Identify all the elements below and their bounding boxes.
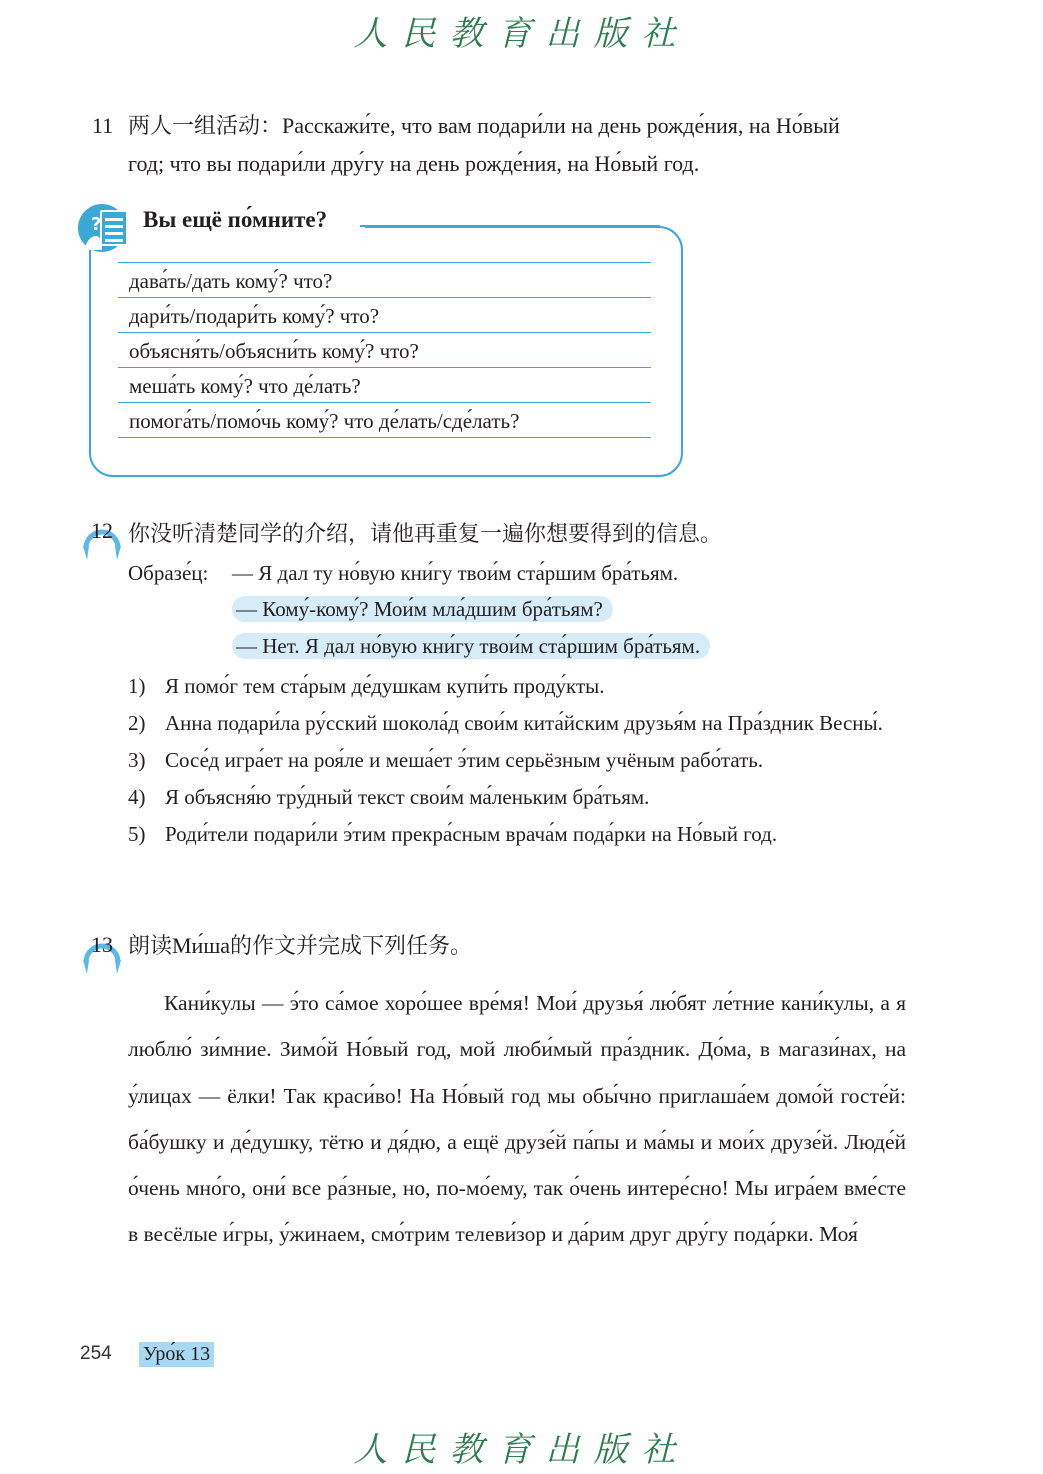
page-number: 254 [80, 1343, 112, 1364]
item-number: 5) [128, 822, 146, 846]
sample-line-text: — Кому́-кому́? Мои́м мла́дшим бра́тьям? [232, 596, 613, 622]
item-text: Я помо́г тем ста́рым де́душкам купи́ть проду́кты. [165, 674, 605, 698]
title-rule [360, 224, 660, 230]
exercise-number: 12 [91, 518, 113, 543]
exercise-11 [92, 107, 912, 183]
svg-text:?: ? [91, 214, 102, 235]
item-text: Роди́тели подари́ли э́тим прекра́сным врача́м пода́рки на Но́вый год. [165, 822, 778, 846]
sample-line-highlighted [232, 592, 613, 626]
publisher-logo-bottom: 人民教育出版社 [353, 1430, 690, 1470]
reminder-row: дава́ть/дать кому́? что? [129, 269, 333, 293]
exercise-item [128, 705, 913, 742]
audio-badge-13 [80, 928, 124, 972]
item-number: 4) [128, 785, 146, 809]
reminder-row: дари́ть/подари́ть кому́? что? [129, 304, 380, 328]
sample-line-highlighted [232, 629, 710, 663]
publisher-logo-top: 人民教育出版社 [353, 14, 690, 54]
item-text: Я объясня́ю тру́дный текст свои́м ма́леньким бра́тьям. [165, 785, 650, 809]
exercise-item [128, 816, 913, 853]
row-divider [118, 437, 651, 438]
audio-badge-12 [80, 514, 124, 558]
reminder-row: помога́ть/помо́чь кому́? что де́лать/сде́лать? [129, 409, 520, 433]
sample-line-text: — Я дал ту но́вую кни́гу твои́м ста́ршим бра́тьям. [232, 561, 679, 585]
exercise-number: 11 [92, 113, 114, 138]
reading-paragraph: Кани́кулы — э́то са́мое хоро́шее вре́мя! Мои́ друзья́ лю́бят ле́тние кани́кулы, а я люблю́ зи́мние. Зимо́й Но́вый год, мой люби́мый пра́здник. До́ма, в магази́нах, на у́лицах — ёлки! Так краси́во! На Но́вый год мы обы́чно приглаша́ем домо́й госте́й: ба́бушку и де́душку, тётю и дя́дю, а ещё друзе́й па́пы и ма́мы и мои́х друзе́й. Люде́й о́чень мно́го, они́ все ра́зные, но, по-мо́ему, так о́чень интере́сно! Мы игра́ем вме́сте в весёлые и́гры, у́жинаем, смо́трим телеви́зор и да́рим друг дру́гу пода́рки. Моя́ [128, 991, 906, 1247]
reminder-rows [118, 262, 651, 438]
item-text: Сосе́д игра́ет на роя́ле и меша́ет э́тим серьёзным учёным рабо́тать. [165, 748, 764, 772]
item-number: 1) [128, 674, 146, 698]
item-number: 2) [128, 711, 146, 735]
exercise-item [128, 779, 913, 816]
exercise-12-items [128, 668, 913, 853]
reminder-box-title: Вы ещё по́мните? [143, 207, 328, 232]
exercise-11-line1 [92, 107, 912, 145]
sample-label: Образе́ц: [128, 561, 209, 585]
question-notes-icon [78, 200, 134, 256]
exercise-item [128, 742, 913, 779]
exercise-12-instruction: 你没听清楚同学的介绍，请他再重复一遍你想要得到的信息。 [128, 521, 723, 546]
exercise-13-instruction: 朗读Ми́ша的作文并完成下列任务。 [128, 933, 473, 958]
reminder-row: меша́ть кому́? что де́лать? [129, 374, 361, 398]
reminder-row: объясня́ть/объясни́ть кому́? что? [129, 339, 419, 363]
item-text: Анна подари́ла ру́сский шокола́д свои́м кита́йским друзья́м на Пра́здник Весны́. [165, 711, 883, 735]
exercise-number: 13 [91, 932, 113, 957]
sample-line-text: — Нет. Я дал но́вую кни́гу твои́м ста́ршим бра́тьям. [232, 633, 710, 659]
exercise-item [128, 668, 913, 705]
exercise-11-line2: год; что вы подари́ли дру́гу на день рожде́ния, на Но́вый год. [128, 151, 700, 176]
sample-line [232, 556, 678, 590]
item-number: 3) [128, 748, 146, 772]
lesson-label: Уро́к 13 [139, 1342, 214, 1367]
exercise-11-text: 两人一组活动：Расскажи́те, что вам подари́ли на день рожде́ния, на Но́вый [128, 113, 840, 138]
